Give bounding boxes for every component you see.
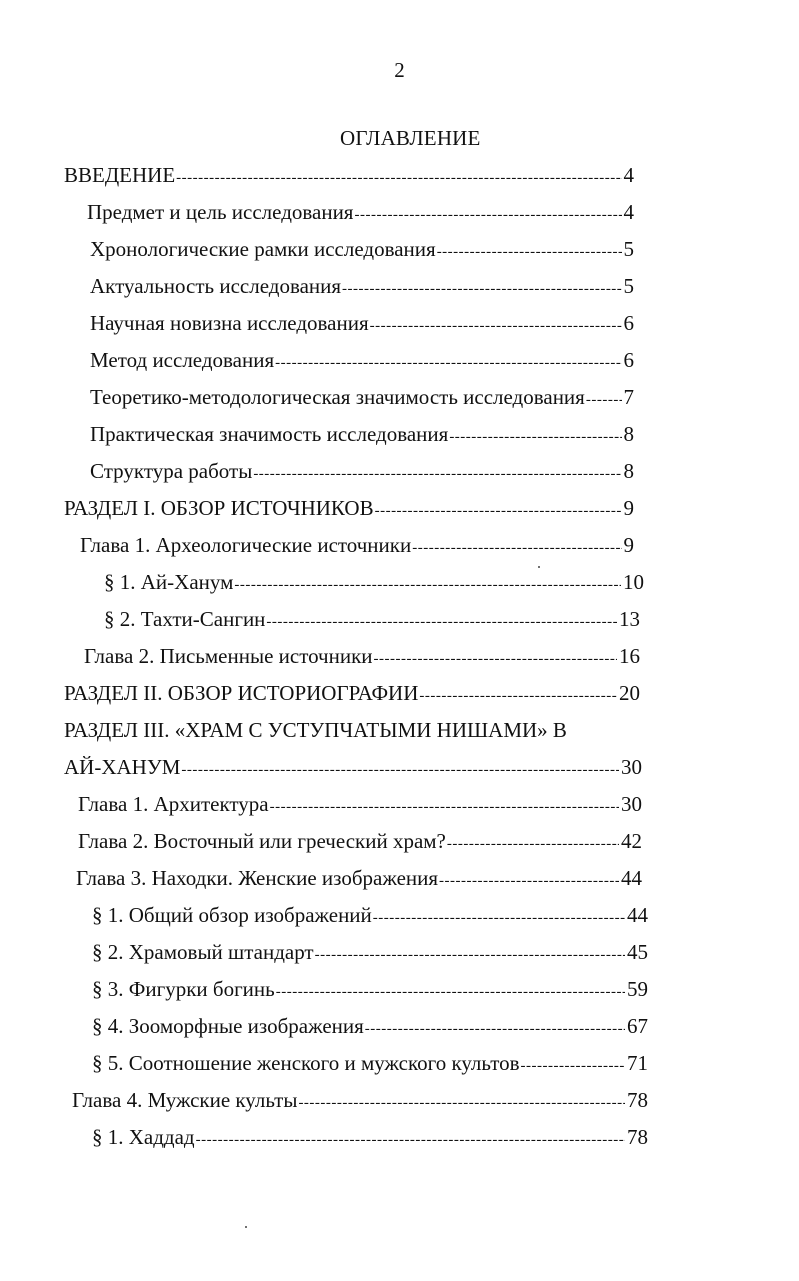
toc-entry-page: 4 <box>623 163 634 187</box>
page-number: 2 <box>394 58 405 82</box>
toc-leader <box>437 237 622 267</box>
toc-leader <box>253 459 621 489</box>
toc-entry <box>104 567 644 597</box>
scan-speck <box>245 1226 247 1228</box>
toc-entry-text: Структура работы <box>90 459 253 483</box>
toc-entry <box>104 604 640 634</box>
scan-speck <box>538 566 540 568</box>
toc-entry <box>90 234 634 264</box>
toc-entry <box>90 382 634 412</box>
toc-entry-text: Научная новизна исследования <box>90 311 369 335</box>
toc-leader <box>375 496 622 526</box>
toc-entry-page: 5 <box>623 274 634 298</box>
toc-leader <box>234 570 621 600</box>
toc-entry <box>87 197 634 227</box>
toc-leader <box>374 644 617 674</box>
toc-entry <box>76 863 642 893</box>
toc-leader <box>586 385 622 415</box>
toc-entry <box>90 456 634 486</box>
toc-leader <box>176 163 621 193</box>
toc-entry-page: 10 <box>623 570 644 594</box>
toc-title: ОГЛАВЛЕНИЕ <box>340 126 481 150</box>
toc-entry-page: 78 <box>627 1088 648 1112</box>
toc-entry <box>80 530 634 560</box>
toc-entry-page: 44 <box>627 903 648 927</box>
toc-entry-section-3-heading: РАЗДЕЛ III. «ХРАМ С УСТУПЧАТЫМИ НИШАМИ» В <box>64 718 567 742</box>
toc-entry-page: 71 <box>627 1051 648 1075</box>
toc-entry-text: Хронологические рамки исследования <box>90 237 436 261</box>
toc-entry-page: 5 <box>623 237 634 261</box>
toc-entry-text: § 4. Зооморфные изображения <box>92 1014 364 1038</box>
toc-entry <box>92 974 648 1004</box>
toc-entry <box>78 826 642 856</box>
toc-leader <box>439 866 619 896</box>
toc-entry-page: 6 <box>623 348 634 372</box>
toc-entry-page: 78 <box>627 1125 648 1149</box>
toc-entry <box>90 419 634 449</box>
toc-leader <box>365 1014 625 1044</box>
toc-entry-text: Глава 1. Архитектура <box>78 792 269 816</box>
toc-leader <box>342 274 621 304</box>
toc-entry-page: 20 <box>619 681 640 705</box>
toc-entry-page: 42 <box>621 829 642 853</box>
toc-entry <box>92 1122 648 1152</box>
toc-entry-section-2 <box>64 678 640 708</box>
toc-leader <box>196 1125 625 1155</box>
toc-leader <box>276 977 625 1007</box>
toc-entry-page: 9 <box>623 533 634 557</box>
toc-entry-text: РАЗДЕЛ I. ОБЗОР ИСТОЧНИКОВ <box>64 496 374 520</box>
toc-entry-text: ВВЕДЕНИЕ <box>64 163 176 187</box>
toc-leader <box>181 755 619 785</box>
toc-entry-text: РАЗДЕЛ II. ОБЗОР ИСТОРИОГРАФИИ <box>64 681 419 705</box>
toc-entry <box>84 641 640 671</box>
toc-entry-text: § 3. Фигурки богинь <box>92 977 275 1001</box>
toc-entry-page: 67 <box>627 1014 648 1038</box>
toc-leader <box>354 200 621 230</box>
toc-entry-page: 30 <box>621 792 642 816</box>
toc-entry <box>92 900 648 930</box>
toc-entry-text: § 5. Соотношение женского и мужского культов <box>92 1051 520 1075</box>
toc-entry-text: § 2. Храмовый штандарт <box>92 940 314 964</box>
toc-entry-page: 9 <box>623 496 634 520</box>
toc-leader <box>447 829 619 859</box>
toc-entry-text: § 1. Общий обзор изображений <box>92 903 372 927</box>
toc-entry-text: Глава 2. Письменные источники <box>84 644 373 668</box>
toc-entry-page: 16 <box>619 644 640 668</box>
toc-entry-page: 59 <box>627 977 648 1001</box>
toc-entry-page: 7 <box>623 385 634 409</box>
toc-leader <box>270 792 619 822</box>
toc-leader <box>412 533 621 563</box>
toc-leader <box>298 1088 625 1118</box>
toc-entry-text: Глава 4. Мужские культы <box>72 1088 298 1112</box>
toc-entry-page: 4 <box>623 200 634 224</box>
toc-entry <box>72 1085 648 1115</box>
toc-entry-text: Теоретико-методологическая значимость исследования <box>90 385 585 409</box>
toc-entry-text: Предмет и цель исследования <box>87 200 354 224</box>
toc-entry <box>78 789 642 819</box>
toc-entry-text: § 1. Ай-Ханум <box>104 570 234 594</box>
toc-entry-page: 44 <box>621 866 642 890</box>
toc-leader <box>419 681 617 711</box>
toc-entry-text: § 2. Тахти-Сангин <box>104 607 266 631</box>
toc-entry-text: Глава 2. Восточный или греческий храм? <box>78 829 446 853</box>
toc-entry <box>92 1048 648 1078</box>
toc-entry <box>92 937 648 967</box>
toc-entry-page: 8 <box>623 422 634 446</box>
toc-entry-page: 8 <box>623 459 634 483</box>
toc-entry-page: 13 <box>619 607 640 631</box>
toc-entry-text: Практическая значимость исследования <box>90 422 449 446</box>
toc-entry-text: Глава 3. Находки. Женские изображения <box>76 866 439 890</box>
toc-leader <box>370 311 622 341</box>
toc-leader <box>275 348 621 378</box>
toc-entry-section-1 <box>64 493 634 523</box>
toc-leader <box>266 607 617 637</box>
toc-entry-introduction <box>64 160 634 190</box>
toc-entry-page: 45 <box>627 940 648 964</box>
toc-leader <box>449 422 621 452</box>
toc-entry <box>92 1011 648 1041</box>
toc-entry-text: § 1. Хаддад <box>92 1125 195 1149</box>
toc-entry <box>90 308 634 338</box>
toc-entry-page: 6 <box>623 311 634 335</box>
toc-entry-page: 30 <box>621 755 642 779</box>
toc-leader <box>521 1051 625 1081</box>
toc-entry <box>90 345 634 375</box>
toc-leader <box>373 903 625 933</box>
toc-entry <box>90 271 634 301</box>
toc-entry-section-3 <box>64 752 642 782</box>
toc-entry-text: Глава 1. Археологические источники <box>80 533 412 557</box>
toc-entry-text: Актуальность исследования <box>90 274 342 298</box>
toc-entry-text: АЙ-ХАНУМ <box>64 755 181 779</box>
toc-leader <box>315 940 625 970</box>
toc-entry-text: Метод исследования <box>90 348 275 372</box>
